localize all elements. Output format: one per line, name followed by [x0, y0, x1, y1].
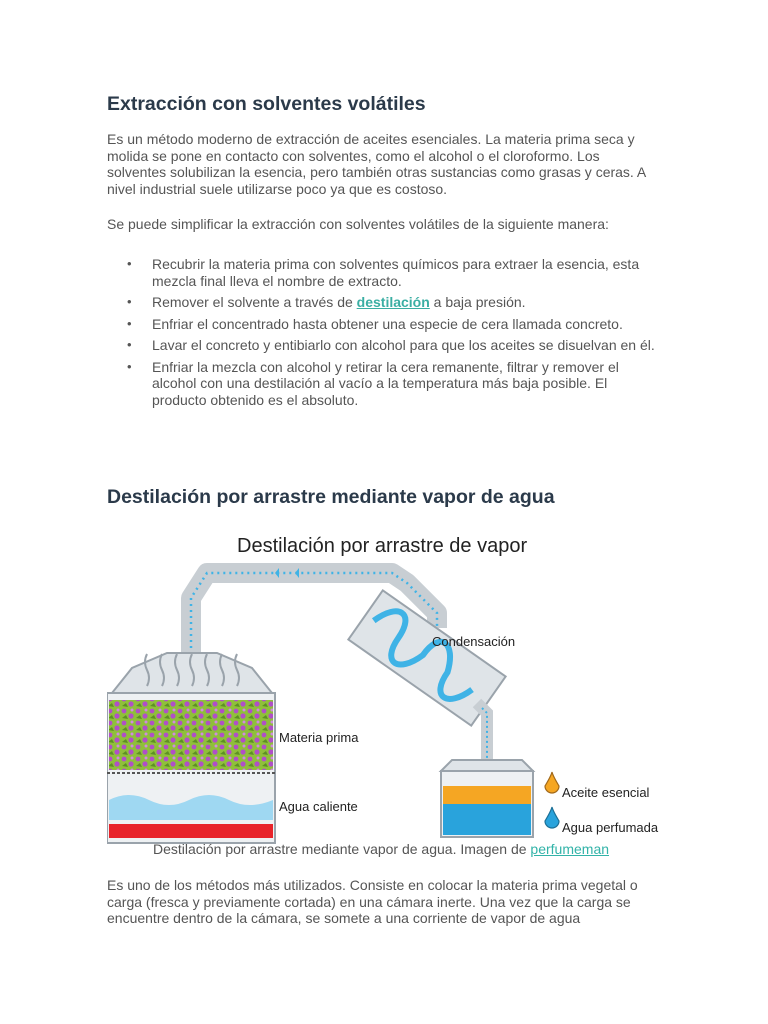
raw-material-layer	[109, 700, 273, 770]
section-title-solvent-extraction: Extracción con solventes volátiles	[107, 93, 426, 115]
diagram-title: Destilación por arrastre de vapor	[237, 535, 528, 557]
condensation-label: Condensación	[432, 634, 516, 649]
water-drop-icon	[545, 807, 559, 828]
oil-layer	[443, 786, 531, 804]
steam-distillation-diagram	[107, 528, 663, 844]
hot-water-label: Agua caliente	[279, 799, 358, 814]
perfumeman-link[interactable]: perfumeman	[530, 841, 610, 857]
still-dome	[112, 653, 272, 693]
list-item: • Enfriar el concentrado hasta obtener una especie de cera llamada concreto.	[127, 315, 623, 332]
oil-drop-icon	[545, 772, 559, 793]
intro-paragraph: Es un método moderno de extracción de aceites esenciales. La materia prima seca y molida se pone en contacto con solventes, como el alcohol o el cloroformo. Los solventes solubilizan la esencia, pero también otras sustancias como grasas y ceras. A nivel industrial suele utilizarse poco ya que es costoso.	[107, 131, 646, 197]
lead-paragraph: Se puede simplificar la extracción con solventes volátiles de la siguiente manera:	[107, 216, 609, 232]
bullet-icon: •	[127, 337, 132, 352]
destilacion-link[interactable]: destilación	[356, 294, 430, 310]
list-item: • Recubrir la materia prima con solventes químicos para extraer la esencia, esta mezcla final lleva el nombre de extracto.	[127, 256, 640, 289]
section-title-steam-distillation: Destilación por arrastre mediante vapor de agua	[107, 486, 555, 508]
list-item: • Remover el solvente a través de destilación a baja presión.	[127, 294, 526, 310]
list-item: • Lavar el concreto y entibiarlo con alcohol para que los aceites se disuelvan en él.	[127, 337, 655, 353]
heat-source	[109, 824, 273, 838]
steps-list	[107, 256, 655, 413]
figure-caption: Destilación por arrastre mediante vapor de agua. Imagen de perfumeman	[152, 841, 610, 857]
bullet-icon: •	[127, 256, 132, 271]
steam-distillation-paragraph: Es uno de los métodos más utilizados. Consiste en colocar la materia prima vegetal o carga (fresca y previamente cortada) en una cámara inerte. Una vez que la carga se encuentre dentro de la cámara, se somete a una corriente de vapor de agua	[107, 877, 638, 926]
list-item: • Enfriar la mezcla con alcohol y retirar la cera remanente, filtrar y remover el alcohol con una destilación al vacío a la temperatura más baja posible. El producto obtenido es el absoluto.	[127, 358, 619, 408]
water-layer	[443, 804, 531, 835]
essential-oil-label: Aceite esencial	[562, 785, 650, 800]
raw-material-label: Materia prima	[279, 730, 359, 745]
receiver-lid	[441, 760, 533, 771]
bullet-icon: •	[127, 294, 132, 309]
bullet-icon: •	[127, 358, 132, 374]
bullet-icon: •	[127, 315, 132, 331]
perfumed-water-label: Agua perfumada	[562, 820, 659, 835]
